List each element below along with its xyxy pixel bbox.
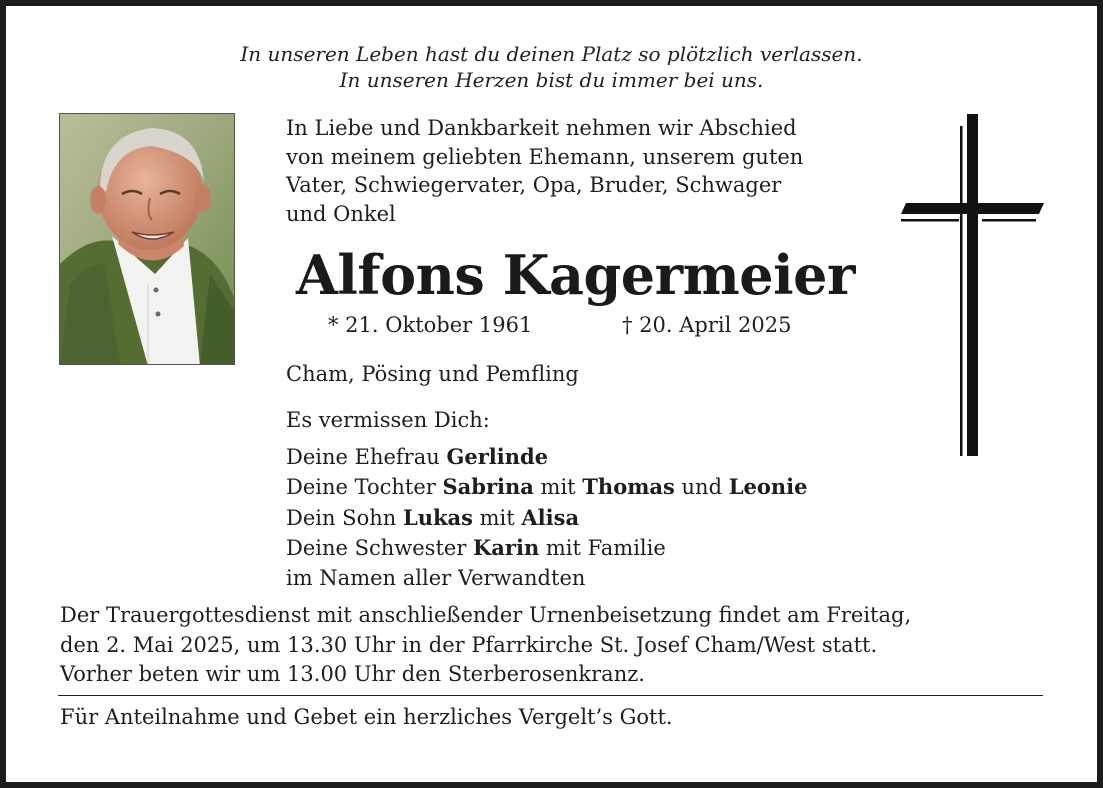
intro-line-2: von meinem geliebten Ehemann, unserem guten [286,144,804,169]
thanks-line: Für Anteilnahme und Gebet ein herzliches Vergelt’s Gott. [60,705,673,729]
motto-line-2: In unseren Herzen bist du immer bei uns. [339,68,764,92]
service-info [60,601,911,690]
survivor-text: Deine Ehefrau [286,444,447,469]
survivor-text: Deine Schwester [286,536,474,560]
deceased-name: Alfons Kagermeier [296,243,855,307]
death-date: † 20. April 2025 [622,313,792,337]
survivor-line-son [286,503,807,534]
intro-line-4: und Onkel [286,201,396,226]
survivor-text: Deine Tochter [286,475,443,499]
survivor-name: Karin [473,535,540,560]
motto-line-1: In unseren Leben hast du deinen Platz so plötzlich verlassen. [240,42,863,66]
hometown: Cham, Pösing und Pemfling [286,362,579,386]
service-line-2: den 2. Mai 2025, um 13.30 Uhr in der Pfarrkirche St. Josef Cham/West statt. [60,632,878,657]
survivor-text: Dein Sohn [286,505,403,530]
survivor-line-daughter [286,472,807,503]
birth-date: * 21. Oktober 1961 [328,313,533,337]
survivor-text: mit [472,505,522,530]
service-line-1: Der Trauergottesdienst mit anschließender Urnenbeisetzung findet am Freitag, [60,603,912,627]
survivor-name: Lukas [402,504,473,530]
cross-icon [898,114,1048,459]
survivor-name: Leonie [728,474,808,499]
survivor-name: Gerlinde [446,443,549,469]
intro-line-1: In Liebe und Dankbarkeit nehmen wir Abschied [286,116,797,140]
survivor-line-sister [286,533,807,564]
survivor-text: und [674,475,729,499]
survivor-name: Alisa [521,504,580,530]
survivor-line-wife [286,442,807,473]
survivors-heading: Es vermissen Dich: [286,408,490,432]
survivor-text: mit Familie [539,536,666,560]
divider [58,695,1043,696]
service-line-3: Vorher beten wir um 13.00 Uhr den Sterberosenkranz. [60,662,645,686]
intro-line-3: Vater, Schwiegervater, Opa, Bruder, Schwager [286,173,782,198]
survivors-list [286,406,807,593]
survivor-name: Sabrina [442,474,534,499]
portrait-photo [59,113,235,365]
survivor-name: Thomas [582,474,675,499]
survivor-line-relatives: im Namen aller Verwandten [286,565,586,590]
survivor-text: mit [533,475,583,499]
intro-text [286,114,803,228]
